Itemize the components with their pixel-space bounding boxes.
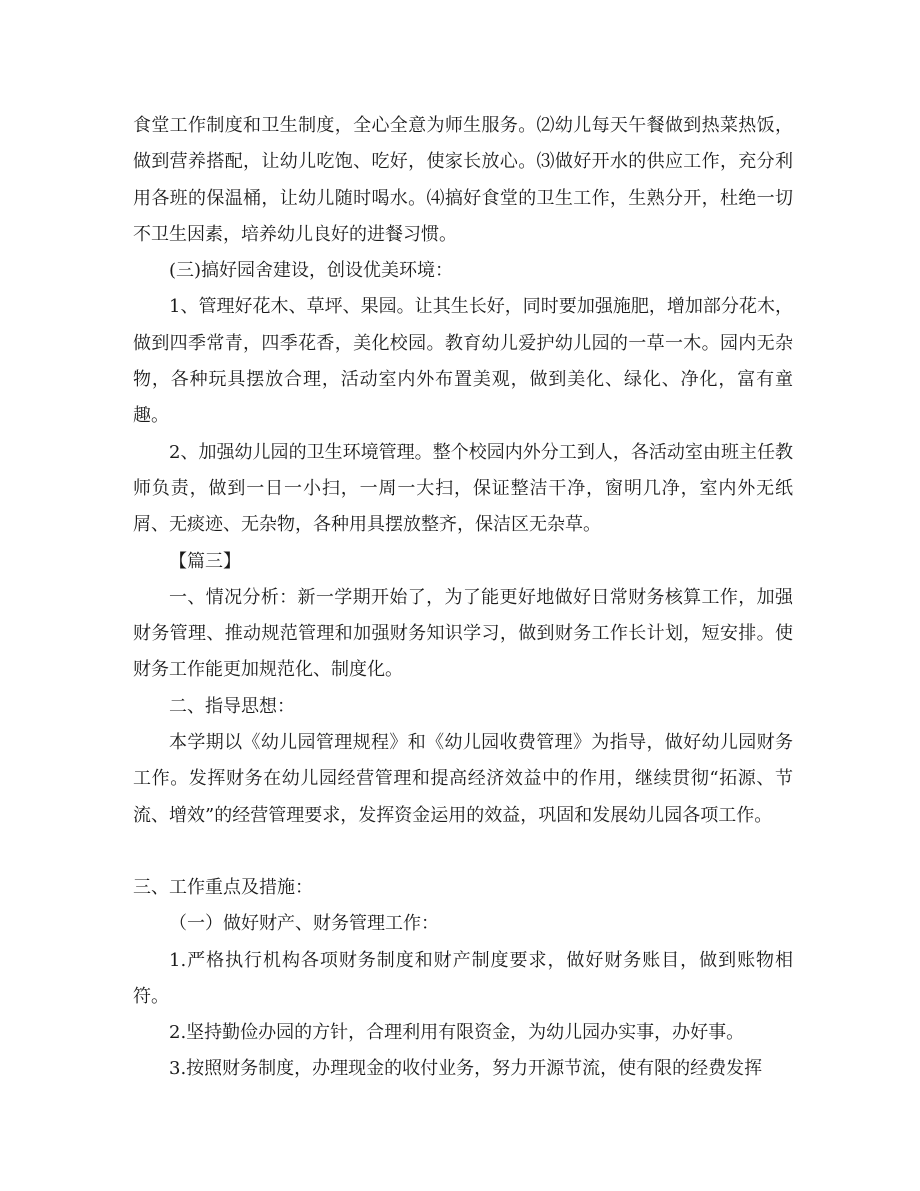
paragraph-plants-management: 1、管理好花木、草坪、果园。让其生长好，同时要加强施肥，增加部分花木，做到四季常青，四季花香，美化校园。教育幼儿爱护幼儿园的一草一木。园内无杂物，各种玩具摆放合理，活动室内外布置美观，做到美化、绿化、净化，富有童趣。	[133, 296, 793, 427]
paragraph-situation-analysis: 一、情况分析：新一学期开始了，为了能更好地做好日常财务核算工作，加强财务管理、推动规范管理和加强财务知识学习，做到财务工作长计划，短安排。使财务工作能更加规范化、制度化。	[133, 586, 793, 681]
heading-guiding-ideology: 二、指导思想：	[169, 695, 295, 717]
heading-property-finance: （一）做好财产、财务管理工作：	[169, 913, 439, 935]
paragraph-hygiene-management: 2、加强幼儿园的卫生环境管理。整个校园内外分工到人，各活动室由班主任教师负责，做到一日一小扫，一周一大扫，保证整洁干净，窗明几净，室内外无纸屑、无痰迹、无杂物，各种用具摆放整齐，保洁区无杂草。	[133, 441, 793, 536]
blank-line	[133, 834, 793, 870]
list-item-2: 2.坚持勤俭办园的方针，合理利用有限资金，为幼儿园办实事，办好事。	[169, 1022, 745, 1044]
paragraph-guiding-ideology: 本学期以《幼儿园管理规程》和《幼儿园收费管理》为指导，做好幼儿园财务工作。发挥财务在幼儿园经营管理和提高经济效益中的作用，继续贯彻“拓源、节流、增效”的经营管理要求，发挥资金运用的效益，巩固和发展幼儿园各项工作。	[133, 732, 793, 826]
heading-work-focus: 三、工作重点及措施：	[133, 876, 313, 898]
document-page	[133, 108, 793, 1088]
list-item-1: 1.严格执行机构各项财务制度和财产制度要求，做好财务账目，做到账物相符。	[133, 949, 793, 1007]
heading-campus-construction: (三)搞好园舍建设，创设优美环境：	[169, 260, 454, 282]
list-item-3: 3.按照财务制度，办理现金的收付业务，努力开源节流，使有限的经费发挥	[169, 1058, 763, 1080]
section-title-part-three: 【篇三】	[169, 550, 241, 572]
paragraph-canteen-rules: 食堂工作制度和卫生制度，全心全意为师生服务。⑵幼儿每天午餐做到热菜热饭，做到营养搭配，让幼儿吃饱、吃好，使家长放心。⑶做好开水的供应工作，充分利用各班的保温桶，让幼儿随时喝水。⑷搞好食堂的卫生工作，生熟分开，杜绝一切不卫生因素，培养幼儿良好的进餐习惯。	[133, 115, 793, 245]
